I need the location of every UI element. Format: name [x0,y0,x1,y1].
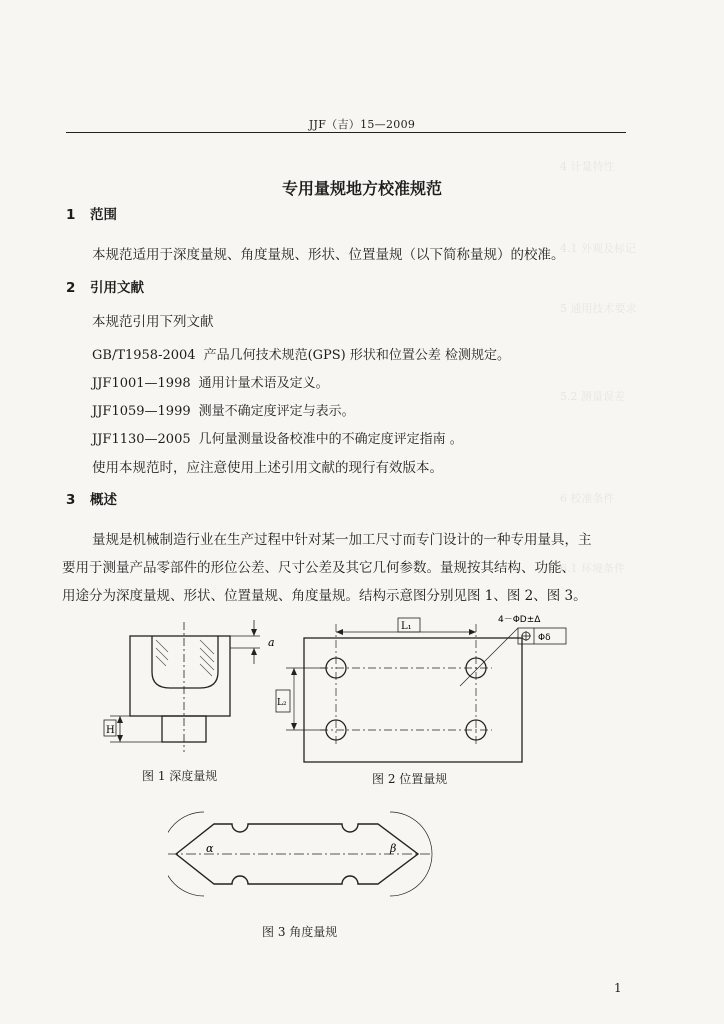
fig2-label-l2: L₂ [277,698,287,708]
reference-title: 几何量测量设备校准中的不确定度评定指南 。 [198,432,463,447]
header-code: JJF（吉）15—2009 [308,118,416,131]
section-1-heading [66,203,117,223]
section-3-number: 3 [66,492,76,508]
reference-code: JJF1059—1999 [92,404,191,419]
reference-title: 测量不确定度评定与表示。 [198,404,355,419]
section-2-title: 引用文献 [90,280,144,296]
scope-text: 本规范适用于深度量规、角度量规、形状、位置量规（以下简称量规）的校准。 [92,247,565,263]
fig3-label-alpha: α [206,842,214,855]
reference-code: JJF1001—1998 [92,376,191,391]
page-title: 专用量规地方校准规范 [281,179,442,198]
fig2-tolerance-label: 4－ΦD±Δ [498,615,541,625]
figure-2-caption: 图 2 位置量规 [372,772,448,786]
fig2-label-l1: L₁ [401,621,412,632]
reference-code: GB/T1958-2004 [92,348,196,363]
fig3-label-beta: β [390,842,397,855]
overview-line-3: 用途分为深度量规、形状、位置量规、角度量规。结构示意图分别见图 1、图 2、图 3。 [62,588,587,604]
section-3-heading [66,488,117,508]
document-page: 4 计量特性 4.1 外观及标记 5 通用技术要求 5.2 测量误差 6 校准条件 6.1 环境条件 JJF（吉）15—2009 专用量规地方校准规范 1 范围 本规范适用于深度量规、角度量规、形状、位置量规（以下简称量规）的校准。 2 引用文献 本规范引用下列文献 GB/T1958-2004 产品几何技术规范(GPS) 形状和位置公差 检测规定。 JJF1001—1998 通用计量术语及定义。 JJF1059—1999 测量不确定度评定与表示。 JJF1130—2005 几何量测量设备校准中的不确定度评定指南 。 使用本规范时，应注意使用上述引用文献的现行有效版本。 3 概述 量规是机械制造行业在生产过程中针对某一加工尺寸而专门设计的一种专用量具，主 要用于测量产品零部件的形位公差、尺寸公差及其它几何参数。量规按其结构、功能、 用途分为深度量规、形状、位置量规、角度量规。结构示意图分别见图 1、图 2、图 3。 a H 图 1 深度量规 L₁ L₂ 4－ΦD±Δ Φδ 图 2 位置量规 α β 图 3 角度量规 1 [0,0,724,1024]
reference-title: 产品几何技术规范(GPS) 形状和位置公差 检测规定。 [203,348,511,363]
references-note: 使用本规范时，应注意使用上述引用文献的现行有效版本。 [92,460,443,476]
fig1-label-a: a [268,636,275,649]
reference-item [92,428,463,447]
header-rule [66,132,626,133]
reference-item [92,344,510,363]
figure-3-caption: 图 3 角度量规 [262,925,338,939]
section-2-number: 2 [66,280,76,296]
overview-line-2: 要用于测量产品零部件的形位公差、尺寸公差及其它几何参数。量规按其结构、功能、 [62,560,575,576]
figure-3-angle-gauge [168,810,438,916]
reference-item [92,400,355,419]
section-1-title: 范围 [90,207,117,223]
section-3-title: 概述 [90,492,117,508]
fig1-label-h: H [106,725,115,736]
section-1-number: 1 [66,207,76,223]
figure-1-caption: 图 1 深度量规 [142,769,218,783]
reference-item [92,372,329,391]
overview-line-1: 量规是机械制造行业在生产过程中针对某一加工尺寸而专门设计的一种专用量具，主 [92,532,592,548]
reference-code: JJF1130—2005 [92,432,191,447]
section-2-heading [66,276,144,296]
references-intro: 本规范引用下列文献 [92,314,214,330]
figure-2-position-gauge [270,612,570,770]
fig2-position-tolerance: Φδ [538,633,551,643]
reference-title: 通用计量术语及定义。 [198,376,329,391]
page-number: 1 [614,981,622,995]
figure-1-depth-gauge [100,612,290,762]
